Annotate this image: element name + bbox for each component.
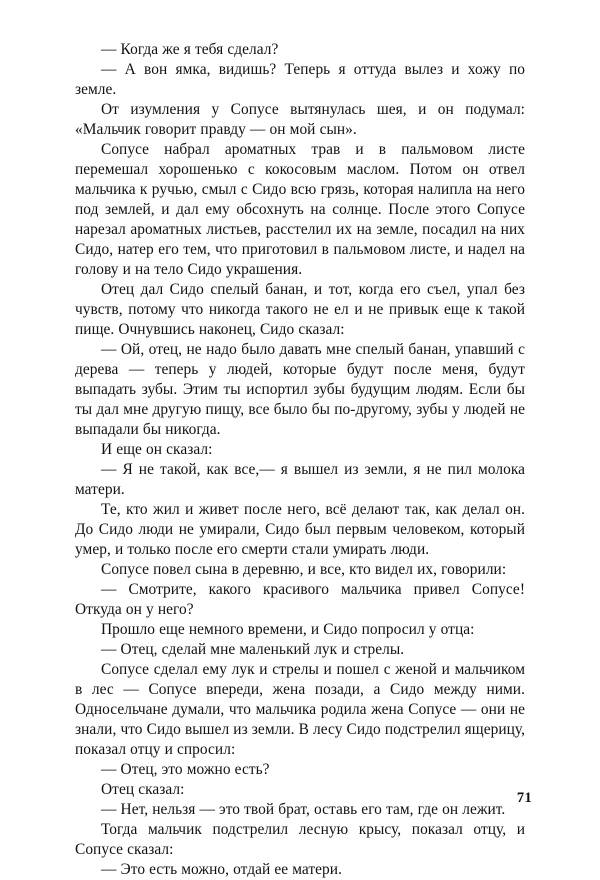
paragraph: Прошло еще немного времени, и Сидо попросил у отца: xyxy=(101,621,475,638)
paragraph: Те, кто жил и живет после него, всё делают так, как делал он. До Сидо люди не умирали, Сидо был первым человеком, который умер, и только после его смерти стали умирать люди. xyxy=(75,501,525,558)
paragraph: Сопусе повел сына в деревню, и все, кто видел их, говорили: xyxy=(101,561,507,578)
paragraph: — Я не такой, как все,— я вышел из земли, я не пил молока матери. xyxy=(75,461,525,498)
paragraph: Сопусе набрал ароматных трав и в пальмовом листе перемешал хорошенько с кокосовым маслом. Потом он отвел мальчика к ручью, смыл с Сидо всю грязь, которая налипла на него под землей, и дал ему обсохнуть на солнце. После этого Сопусе нарезал ароматных листьев, расстелил их на земле, посадил на них Сидо, натер его тем, что приготовил в пальмовом листе, и надел на голову и на тело Сидо украшения. xyxy=(75,141,525,278)
paragraph: — А вон ямка, видишь? Теперь я оттуда вылез и хожу по земле. xyxy=(75,61,525,98)
paragraph: И еще он сказал: xyxy=(101,441,213,458)
paragraph: От изумления у Сопусе вытянулась шея, и он подумал: «Мальчик говорит правду — он мой сын». xyxy=(75,101,525,138)
paragraph: — Смотрите, какого красивого мальчика привел Сопусе! Откуда он у него? xyxy=(75,581,525,618)
paragraph: — Это есть можно, отдай ее матери. xyxy=(101,861,342,878)
paragraph: — Нет, нельзя — это твой брат, оставь его там, где он лежит. xyxy=(101,801,506,818)
paragraph: — Ой, отец, не надо было давать мне спелый банан, упавший с дерева — теперь у людей, которые будут после меня, будут выпадать зубы. Этим ты испортил зубы будущим людям. Если бы ты дал мне другую пищу, все было бы по-другому, зубы у людей не выпадали бы никогда. xyxy=(75,341,525,438)
page-number: 71 xyxy=(516,790,532,806)
page-text-body xyxy=(75,40,525,880)
paragraph: — Отец, сделай мне маленький лук и стрелы. xyxy=(101,641,405,658)
paragraph: Отец дал Сидо спелый банан, и тот, когда его съел, упал без чувств, потому что никогда такого не ел и не привык еще к такой пище. Очнувшись наконец, Сидо сказал: xyxy=(75,281,525,338)
paragraph: Тогда мальчик подстрелил лесную крысу, показал отцу, и Сопусе сказал: xyxy=(75,821,525,858)
paragraph: Сопусе сделал ему лук и стрелы и пошел с женой и мальчиком в лес — Сопусе впереди, жена позади, а Сидо между ними. Односельчане думали, что мальчика родила жена Сопусе — они не знали, что Сидо вышел из земли. В лесу Сидо подстрелил ящерицу, показал отцу и спросил: xyxy=(75,661,525,758)
paragraph: — Отец, это можно есть? xyxy=(101,761,270,778)
paragraph: — Когда же я тебя сделал? xyxy=(101,41,279,58)
paragraph: Отец сказал: xyxy=(101,781,185,798)
